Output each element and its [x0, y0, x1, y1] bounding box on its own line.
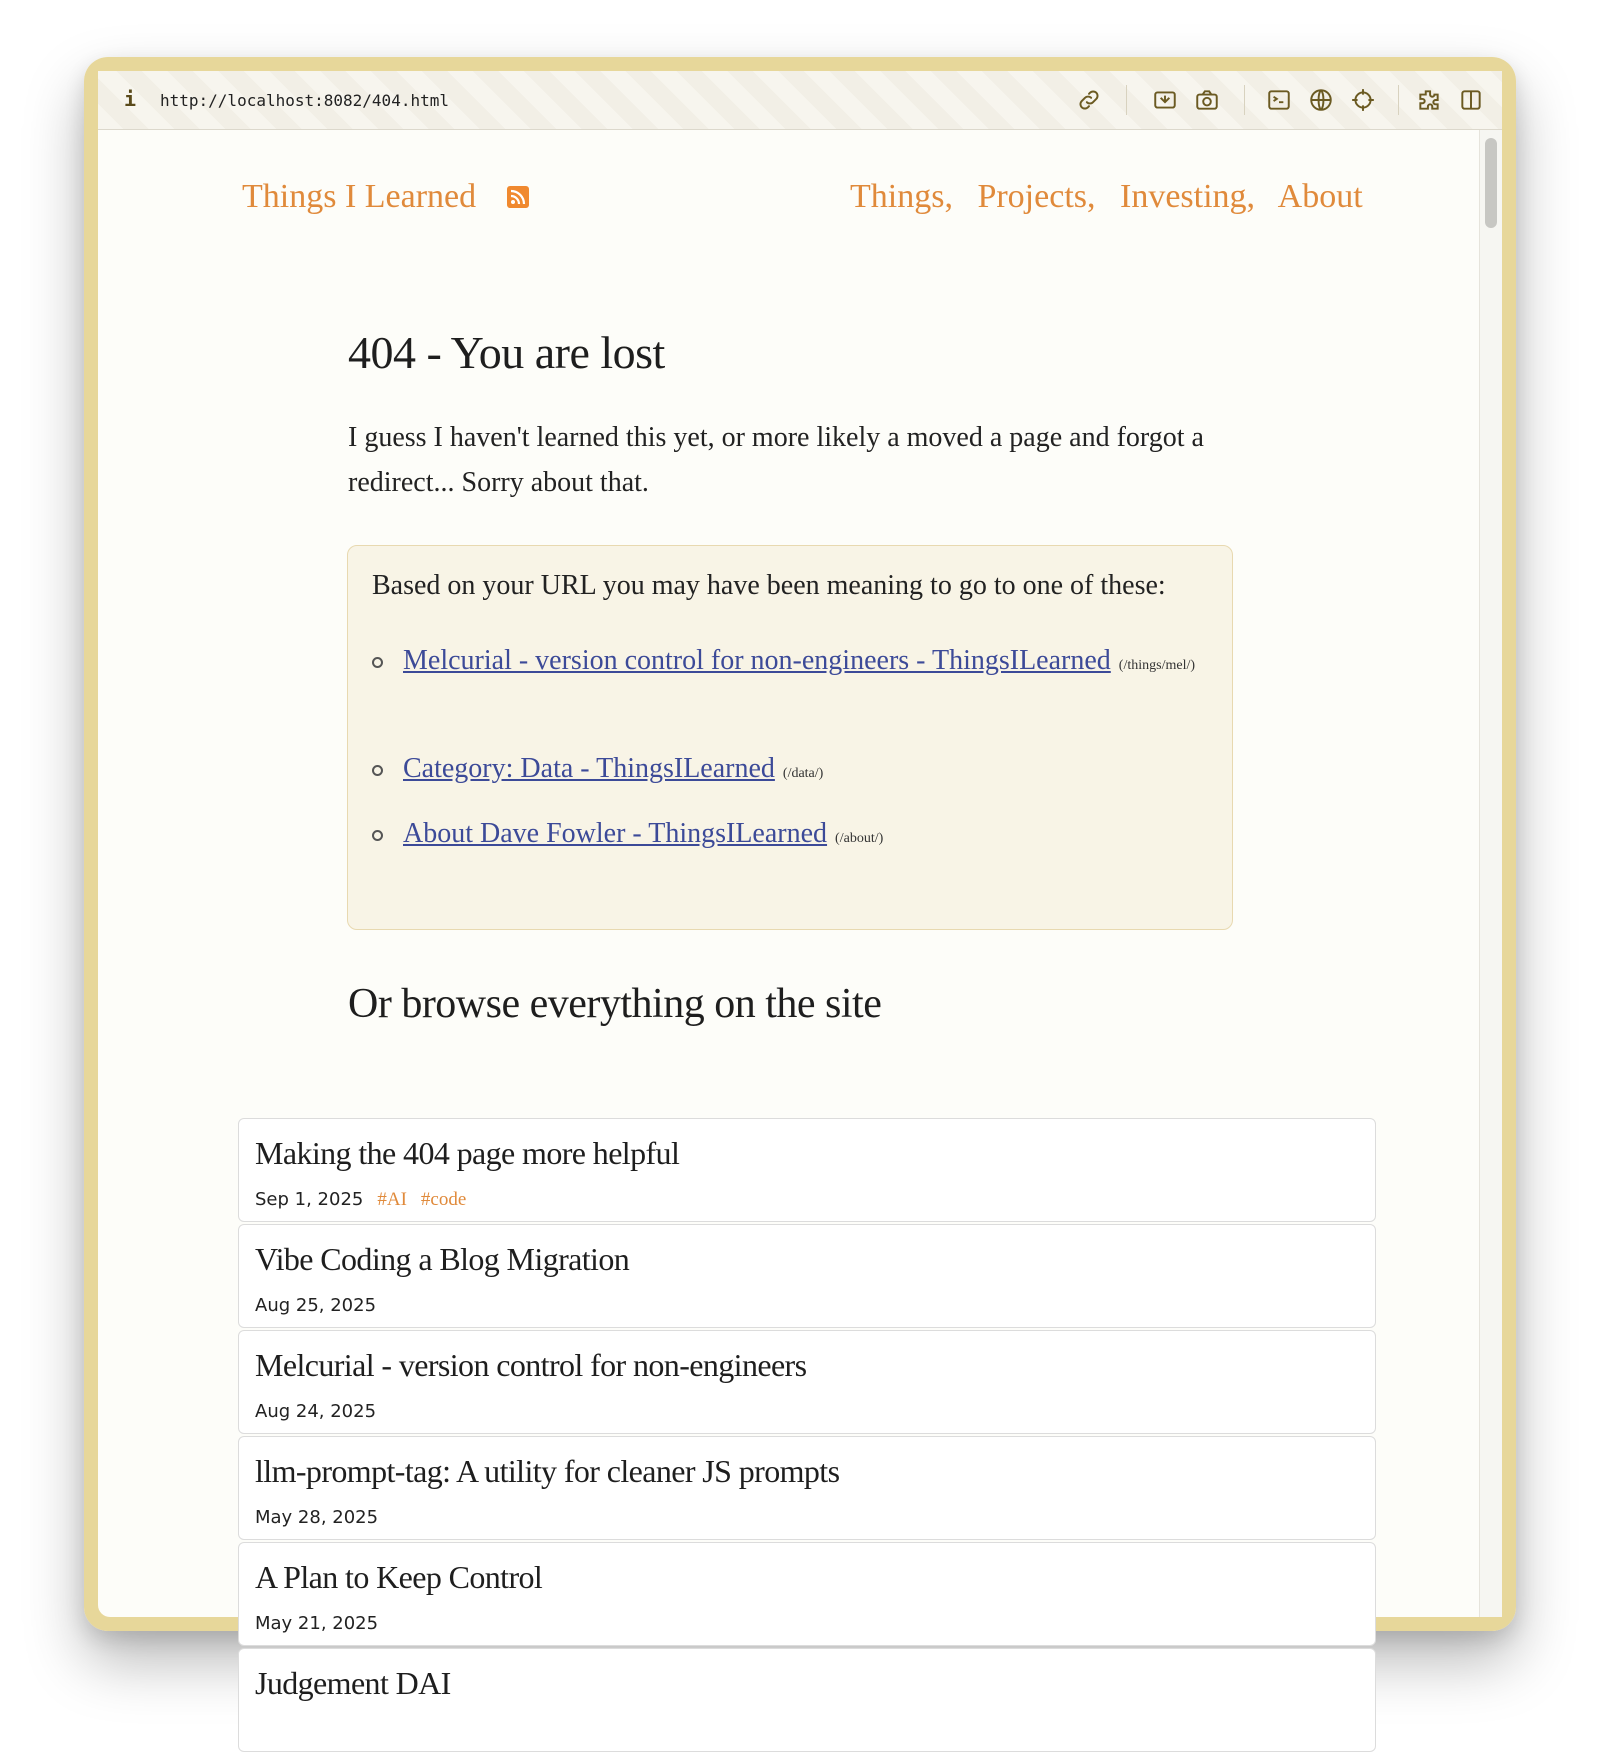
page-title: 404 - You are lost: [348, 327, 665, 378]
post-card[interactable]: [238, 1542, 1376, 1646]
post-title[interactable]: Vibe Coding a Blog Migration: [255, 1241, 630, 1277]
suggestion-path: (/about/): [835, 831, 884, 846]
suggestions-box: [347, 545, 1233, 930]
post-title[interactable]: llm-prompt-tag: A utility for cleaner JS prompts: [255, 1453, 840, 1489]
bullet-icon: [372, 765, 383, 776]
page-content: [98, 130, 1480, 1701]
post-date: Aug 25, 2025: [255, 1295, 377, 1316]
post-card[interactable]: [238, 1330, 1376, 1434]
vertical-scrollbar[interactable]: [1479, 130, 1502, 1617]
nav-investing[interactable]: Investing,: [1120, 178, 1256, 215]
post-meta: [255, 1189, 466, 1211]
suggestion-item: [372, 811, 1202, 862]
scrollbar-thumb[interactable]: [1485, 138, 1497, 228]
nav-things[interactable]: Things,: [850, 178, 953, 215]
suggestion-item: [372, 638, 1202, 689]
browser-window: [98, 71, 1502, 1701]
screenshot-region-icon[interactable]: [1152, 87, 1178, 113]
site-brand-link[interactable]: Things I Learned: [242, 178, 477, 215]
bullet-icon: [372, 830, 383, 841]
suggestion-path: (/things/mel/): [1118, 658, 1196, 673]
post-title[interactable]: Melcurial - version control for non-engineers: [255, 1347, 807, 1383]
suggestion-link[interactable]: Melcurial - version control for non-engineers - ThingsILearned: [403, 645, 1111, 676]
globe-icon[interactable]: [1308, 87, 1334, 113]
post-date: Aug 24, 2025: [255, 1401, 377, 1422]
info-icon[interactable]: i: [124, 87, 137, 111]
main-nav: [850, 178, 1379, 216]
post-card[interactable]: [238, 1118, 1376, 1222]
post-date: May 28, 2025: [255, 1507, 379, 1528]
post-card[interactable]: [238, 1648, 1376, 1752]
post-card[interactable]: [238, 1436, 1376, 1540]
sidebar-toggle-icon[interactable]: [1458, 87, 1484, 113]
bullet-icon: [372, 657, 383, 668]
post-title[interactable]: Judgement DAI: [255, 1665, 451, 1701]
post-title[interactable]: A Plan to Keep Control: [255, 1559, 543, 1595]
toolbar-separator: [1244, 85, 1245, 115]
crosshair-icon[interactable]: [1350, 87, 1376, 113]
post-title[interactable]: Making the 404 page more helpful: [255, 1135, 680, 1171]
browse-heading: Or browse everything on the site: [348, 981, 882, 1027]
suggestion-link[interactable]: Category: Data - ThingsILearned: [403, 753, 775, 784]
address-bar[interactable]: http://localhost:8082/404.html: [160, 91, 449, 110]
camera-icon[interactable]: [1194, 87, 1220, 113]
suggestion-path: (/data/): [782, 766, 824, 781]
post-tag[interactable]: #AI: [377, 1189, 407, 1210]
browser-frame: [84, 57, 1516, 1701]
link-icon[interactable]: [1076, 87, 1102, 113]
intro-text: I guess I haven't learned this yet, or more likely a moved a page and forgot a redirect... Sorry about that.: [348, 422, 1204, 498]
post-card[interactable]: [238, 1224, 1376, 1328]
rss-icon[interactable]: [507, 186, 529, 208]
nav-projects[interactable]: Projects,: [977, 178, 1096, 215]
browser-toolbar: [98, 71, 1502, 130]
extensions-icon[interactable]: [1416, 87, 1442, 113]
toolbar-separator: [1126, 85, 1127, 115]
suggestion-item: [372, 746, 1202, 797]
nav-about[interactable]: About: [1277, 178, 1363, 215]
post-tag[interactable]: #code: [420, 1189, 467, 1210]
post-date: May 21, 2025: [255, 1613, 379, 1634]
terminal-icon[interactable]: [1266, 87, 1292, 113]
post-date: Sep 1, 2025: [255, 1189, 364, 1210]
post-list: [238, 1118, 1376, 1754]
toolbar-separator: [1398, 85, 1399, 115]
suggestions-lead: Based on your URL you may have been meaning to go to one of these:: [372, 570, 1166, 601]
suggestion-link[interactable]: About Dave Fowler - ThingsILearned: [403, 818, 828, 849]
